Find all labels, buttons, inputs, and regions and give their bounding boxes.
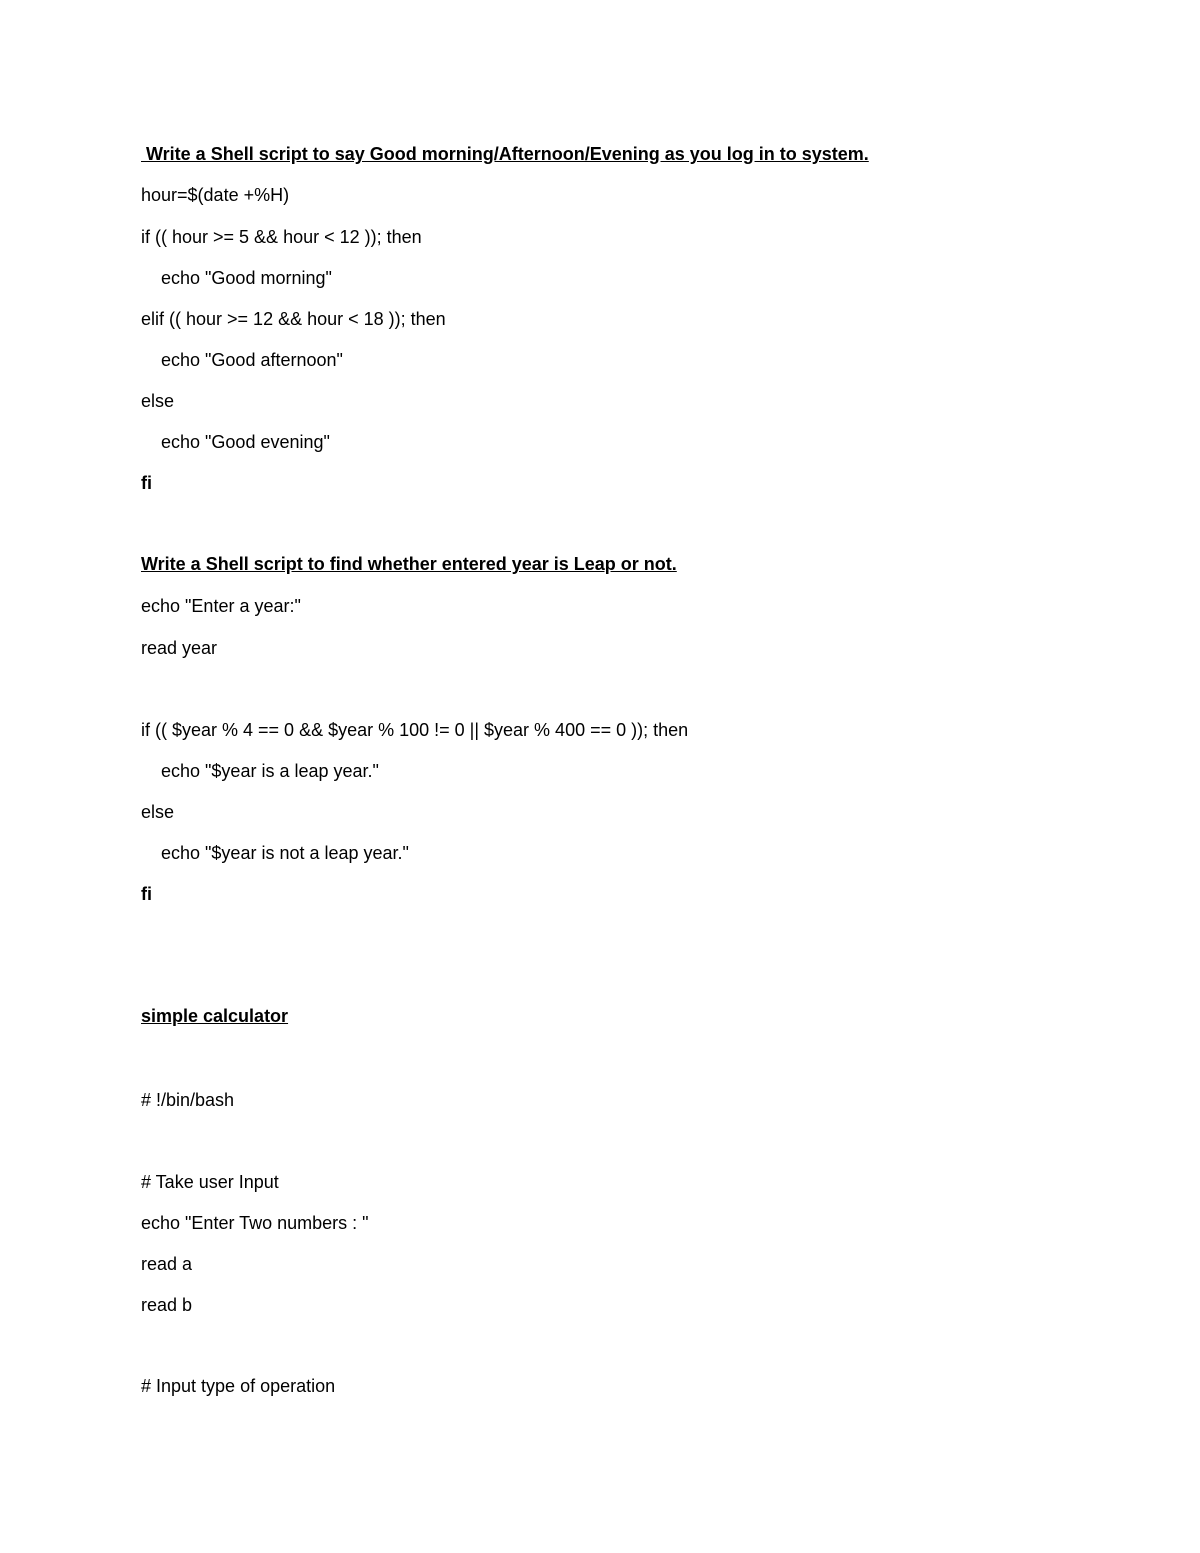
code-line: echo "Enter a year:" — [141, 596, 301, 616]
code-line: fi — [141, 473, 152, 493]
section-heading-calculator: simple calculator — [141, 1006, 289, 1026]
section-heading-leap-year: Write a Shell script to find whether entered year is Leap or not. — [141, 554, 677, 574]
code-line: echo "$year is a leap year." — [161, 761, 379, 781]
code-line: elif (( hour >= 12 && hour < 18 )); then — [141, 309, 446, 329]
code-line: echo "Good afternoon" — [161, 350, 343, 370]
code-line: read b — [141, 1295, 193, 1315]
code-line: # !/bin/bash — [141, 1090, 235, 1110]
code-line: echo "Good morning" — [161, 268, 332, 288]
code-line: hour=$(date +%H) — [141, 185, 290, 205]
code-line: # Input type of operation — [141, 1376, 336, 1396]
code-line: echo "Enter Two numbers : " — [141, 1213, 369, 1233]
code-line: echo "Good evening" — [161, 432, 330, 452]
section-heading-greeting: Write a Shell script to say Good morning/Afternoon/Evening as you log in to system. — [141, 144, 869, 164]
code-line: echo "$year is not a leap year." — [161, 843, 409, 863]
code-line: fi — [141, 884, 152, 904]
code-line: if (( hour >= 5 && hour < 12 )); then — [141, 227, 422, 247]
code-line: else — [141, 802, 175, 822]
code-line: else — [141, 391, 175, 411]
code-line: read a — [141, 1254, 193, 1274]
code-line: read year — [141, 638, 218, 658]
code-line: if (( $year % 4 == 0 && $year % 100 != 0 || $year % 400 == 0 )); then — [141, 720, 689, 740]
code-line: # Take user Input — [141, 1172, 279, 1192]
